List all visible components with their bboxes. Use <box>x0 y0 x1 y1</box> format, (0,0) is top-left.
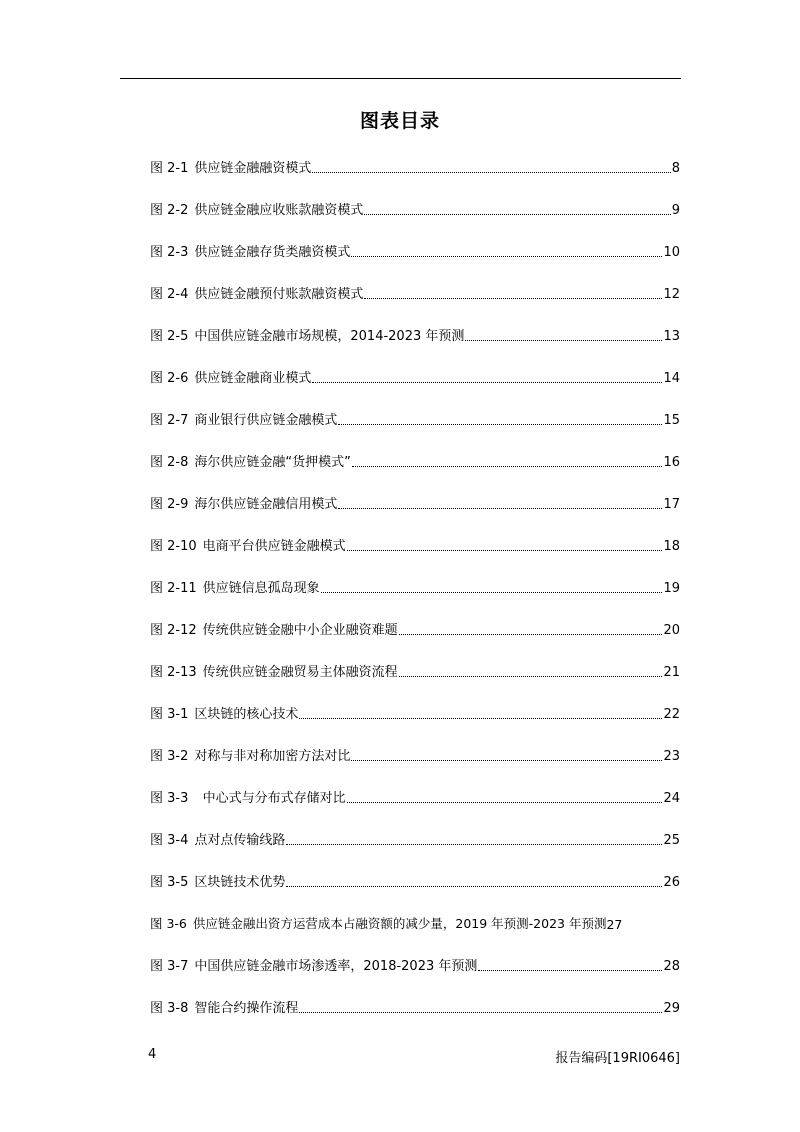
toc-entry[interactable] <box>150 232 680 274</box>
toc-entry-number: 图 3-7 <box>150 959 189 974</box>
toc-entry-label <box>150 787 346 806</box>
toc-entry-page: 25 <box>663 833 680 848</box>
toc-entry-text: 供应链金融出资方运营成本占融资额的减少量，2019 年预测-2023 年预测 <box>192 916 607 931</box>
toc-entry-number: 图 2-5 <box>150 329 189 344</box>
toc-entry-page: 12 <box>663 287 680 302</box>
toc-entry-label <box>150 871 285 890</box>
dot-leader <box>338 424 662 425</box>
toc-entry-label <box>150 914 606 932</box>
toc-entry-label <box>150 199 363 218</box>
toc-entry-number: 图 3-6 <box>150 916 187 931</box>
toc-entry-number: 图 3-1 <box>150 707 189 722</box>
toc-entry[interactable] <box>150 526 680 568</box>
toc-entry-number: 图 3-3 <box>150 791 189 806</box>
dot-leader <box>347 802 663 803</box>
toc-entry-number: 图 2-6 <box>150 371 189 386</box>
toc-entry-text: 点对点传输线路 <box>194 833 286 848</box>
toc-entry-label <box>150 619 398 638</box>
toc-entry-label <box>150 955 477 974</box>
toc-entry-text: 海尔供应链金融“货押模式” <box>194 455 351 470</box>
toc-entry-page: 17 <box>663 497 680 512</box>
toc-entry-label <box>150 409 337 428</box>
toc-entry-page: 16 <box>663 455 680 470</box>
toc-entry-label <box>150 493 337 512</box>
toc-entry-text: 商业银行供应链金融模式 <box>194 413 338 428</box>
figure-list <box>150 148 680 1030</box>
toc-entry-text: 传统供应链金融中小企业融资难题 <box>202 623 398 638</box>
toc-entry-page: 27 <box>606 917 623 932</box>
toc-entry-page: 14 <box>663 371 680 386</box>
toc-entry-page: 22 <box>663 707 680 722</box>
footer-page-number: 4 <box>148 1047 157 1062</box>
toc-entry-label <box>150 157 311 176</box>
toc-entry-label <box>150 661 398 680</box>
toc-entry-text: 供应链金融预付账款融资模式 <box>194 287 364 302</box>
toc-entry-text: 区块链的核心技术 <box>194 707 299 722</box>
toc-entry[interactable] <box>150 652 680 694</box>
dot-leader <box>351 256 662 257</box>
toc-entry-text: 海尔供应链金融信用模式 <box>194 497 338 512</box>
toc-entry-label <box>150 451 351 470</box>
dot-leader <box>312 382 662 383</box>
footer-report-code: 报告编码[19RI0646] <box>555 1051 680 1066</box>
toc-entry[interactable] <box>150 484 680 526</box>
toc-entry-number: 图 2-8 <box>150 455 189 470</box>
toc-entry-label <box>150 535 346 554</box>
toc-entry-page: 28 <box>663 959 680 974</box>
dot-leader <box>352 466 663 467</box>
toc-entry[interactable] <box>150 610 680 652</box>
dot-leader <box>478 970 662 971</box>
toc-entry-number: 图 2-10 <box>150 539 197 554</box>
dot-leader <box>338 508 662 509</box>
toc-entry-page: 18 <box>663 539 680 554</box>
toc-entry[interactable] <box>150 358 680 400</box>
toc-entry-label <box>150 241 350 260</box>
dot-leader <box>299 718 662 719</box>
toc-entry-text: 中心式与分布式存储对比 <box>194 791 346 806</box>
toc-entry-text: 传统供应链金融贸易主体融资流程 <box>202 665 398 680</box>
toc-entry[interactable] <box>150 946 680 988</box>
toc-entry-number: 图 3-5 <box>150 875 189 890</box>
dot-leader <box>299 1012 662 1013</box>
toc-entry-number: 图 3-4 <box>150 833 189 848</box>
toc-entry-number: 图 2-7 <box>150 413 189 428</box>
dot-leader <box>286 886 662 887</box>
toc-entry-page: 26 <box>663 875 680 890</box>
dot-leader <box>364 298 662 299</box>
dot-leader <box>347 550 663 551</box>
page-title: 图表目录 <box>359 110 440 132</box>
toc-entry[interactable] <box>150 736 680 778</box>
toc-entry-text: 供应链金融商业模式 <box>194 371 312 386</box>
toc-entry-text: 供应链金融应收账款融资模式 <box>194 203 364 218</box>
toc-entry-number: 图 2-2 <box>150 203 189 218</box>
toc-entry-text: 供应链信息孤岛现象 <box>202 581 320 596</box>
toc-entry[interactable] <box>150 148 680 190</box>
toc-entry-text: 中国供应链金融市场规模，2014-2023 年预测 <box>194 329 465 344</box>
toc-entry-page: 15 <box>663 413 680 428</box>
toc-entry-page: 29 <box>663 1001 680 1016</box>
toc-entry[interactable] <box>150 568 680 610</box>
toc-entry[interactable] <box>150 274 680 316</box>
toc-entry-label <box>150 745 350 764</box>
toc-entry[interactable] <box>150 862 680 904</box>
toc-entry-page: 9 <box>671 203 680 218</box>
toc-entry-number: 图 3-8 <box>150 1001 189 1016</box>
toc-entry-text: 区块链技术优势 <box>194 875 286 890</box>
toc-entry-page: 23 <box>663 749 680 764</box>
toc-entry-label <box>150 577 320 596</box>
toc-entry[interactable] <box>150 778 680 820</box>
dot-leader <box>399 634 663 635</box>
toc-entry-number: 图 2-12 <box>150 623 197 638</box>
toc-entry[interactable] <box>150 694 680 736</box>
header-rule <box>120 78 681 79</box>
toc-entry-label <box>150 829 285 848</box>
toc-entry-label <box>150 325 464 344</box>
toc-entry-number: 图 2-1 <box>150 161 189 176</box>
toc-entry-page: 24 <box>663 791 680 806</box>
toc-entry-number: 图 3-2 <box>150 749 189 764</box>
toc-entry-page: 21 <box>663 665 680 680</box>
toc-entry-number: 图 2-11 <box>150 581 197 596</box>
dot-leader <box>312 172 670 173</box>
toc-entry[interactable] <box>150 190 680 232</box>
dot-leader <box>399 676 663 677</box>
toc-entry-page: 19 <box>663 581 680 596</box>
dot-leader <box>286 844 662 845</box>
toc-entry[interactable] <box>150 442 680 484</box>
toc-entry[interactable] <box>150 988 680 1030</box>
toc-entry-number: 图 2-9 <box>150 497 189 512</box>
toc-entry-page: 13 <box>663 329 680 344</box>
toc-entry-text: 供应链金融融资模式 <box>194 161 312 176</box>
toc-entry-number: 图 2-3 <box>150 245 189 260</box>
toc-entry-label <box>150 997 298 1016</box>
toc-entry-text: 中国供应链金融市场渗透率，2018-2023 年预测 <box>194 959 478 974</box>
toc-entry-text: 供应链金融存货类融资模式 <box>194 245 351 260</box>
toc-entry-label <box>150 703 298 722</box>
dot-leader <box>351 760 662 761</box>
toc-entry-number: 图 2-13 <box>150 665 197 680</box>
toc-entry-page: 20 <box>663 623 680 638</box>
toc-entry[interactable] <box>150 400 680 442</box>
toc-entry-text: 智能合约操作流程 <box>194 1001 299 1016</box>
toc-entry-text: 对称与非对称加密方法对比 <box>194 749 351 764</box>
dot-leader <box>465 340 662 341</box>
dot-leader <box>321 592 663 593</box>
dot-leader <box>364 214 670 215</box>
toc-entry-page: 8 <box>671 161 680 176</box>
toc-entry-text: 电商平台供应链金融模式 <box>202 539 346 554</box>
toc-entry[interactable] <box>150 904 680 946</box>
toc-entry[interactable] <box>150 820 680 862</box>
toc-entry-label <box>150 367 311 386</box>
toc-entry-page: 10 <box>663 245 680 260</box>
toc-entry-label <box>150 283 363 302</box>
toc-entry[interactable] <box>150 316 680 358</box>
toc-entry-number: 图 2-4 <box>150 287 189 302</box>
